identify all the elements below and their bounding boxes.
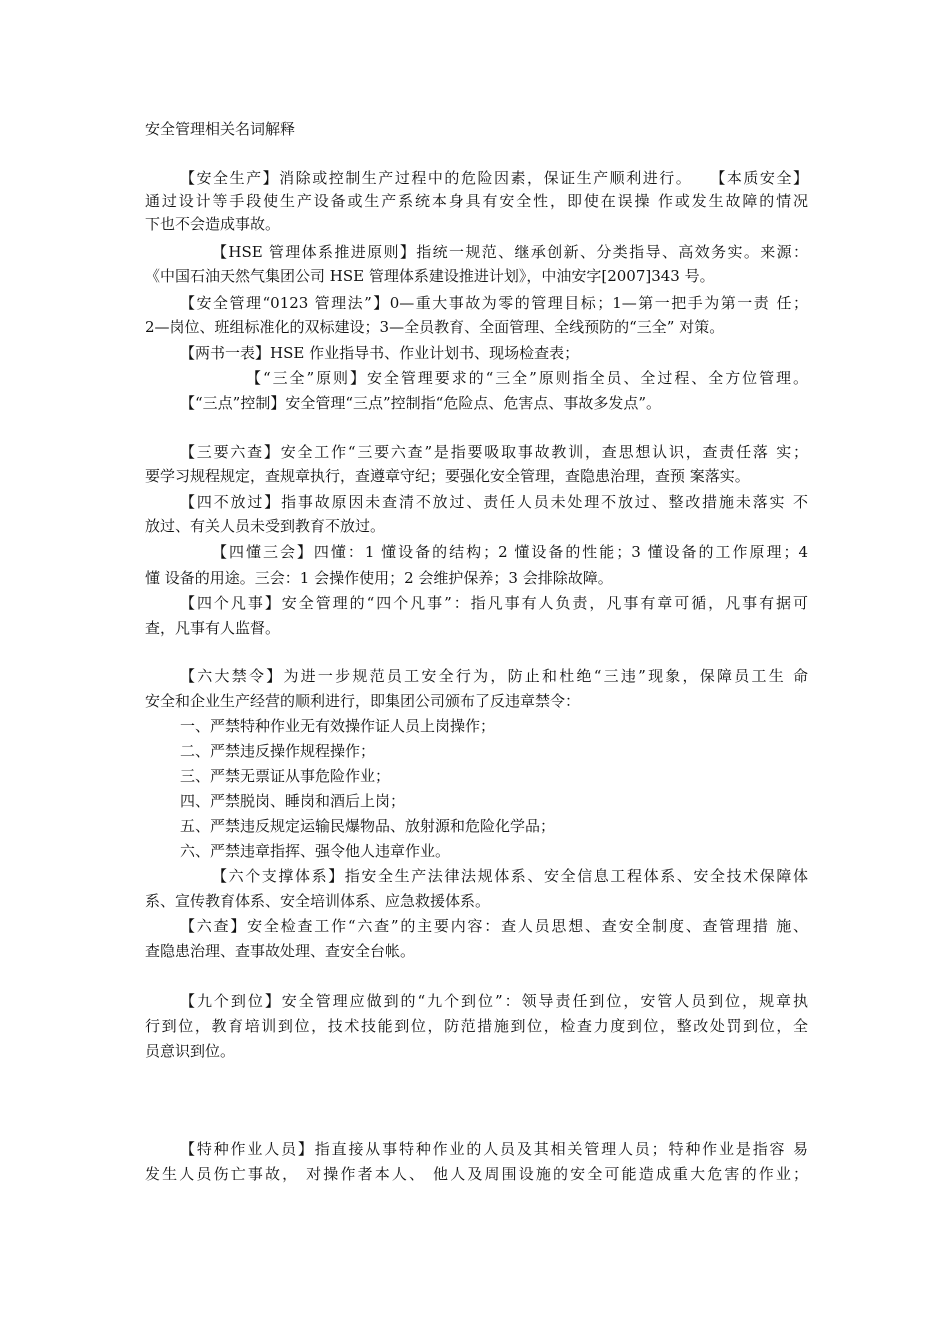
paragraph-line: 【“三全”原则】安全管理要求的“三全”原则指全员、全过程、全方位管理。 [246, 369, 808, 387]
list-item: 五、严禁违反规定运输民爆物品、放射源和危险化学品； [180, 817, 556, 835]
list-item: 二、严禁违反操作规程操作； [180, 742, 376, 760]
paragraph-line: 【“三点”控制】安全管理“三点”控制指“危险点、危害点、事故多发点”。 [180, 394, 662, 412]
paragraph-line: 行到位，教育培训到位，技术技能到位，防范措施到位，检查力度到位，整改处罚到位，全 [145, 1017, 808, 1035]
paragraph-line: 懂 设备的用途。三会：1 会操作使用；2 会维护保养；3 会排除故障。 [145, 569, 613, 587]
paragraph-line: 安全和企业生产经营的顺利进行，即集团公司颁布了反违章禁令： [145, 692, 581, 710]
paragraph-line: 要学习规程规定，查规章执行，查遵章守纪；要强化安全管理，查隐患治理，查预 案落实。 [145, 467, 750, 485]
paragraph-line: 《中国石油天然气集团公司 HSE 管理体系建设推进计划》，中油安字[2007]343 号。 [145, 267, 715, 285]
paragraph-line: 【安全管理“0123 管理法”】0—重大事故为零的管理目标；1—第一把手为第一责 任； [180, 294, 808, 312]
paragraph-line: 【HSE 管理体系推进原则】指统一规范、继承创新、分类指导、高效务实。来源： [212, 243, 808, 261]
paragraph-line: 放过、有关人员未受到教育不放过。 [145, 517, 386, 535]
paragraph-line: 【两书一表】HSE 作业指导书、作业计划书、现场检查表； [180, 344, 580, 362]
paragraph-line: 员意识到位。 [145, 1042, 236, 1060]
paragraph-line: 系、宣传教育体系、安全培训体系、应急救援体系。 [145, 892, 491, 910]
paragraph-line: 查隐患治理、查事故处理、查安全台帐。 [145, 942, 416, 960]
paragraph-line: 【四个凡事】安全管理的“四个凡事”：指凡事有人负责，凡事有章可循，凡事有据可 [180, 594, 808, 612]
paragraph-line: 【特种作业人员】指直接从事特种作业的人员及其相关管理人员；特种作业是指容 易 [180, 1140, 808, 1158]
paragraph-line: 【六大禁令】为进一步规范员工安全行为，防止和杜绝“三违”现象，保障员工生 命 [180, 667, 808, 685]
list-item: 六、严禁违章指挥、强令他人违章作业。 [180, 842, 451, 860]
list-item: 四、严禁脱岗、睡岗和酒后上岗； [180, 792, 406, 810]
list-item: 一、严禁特种作业无有效操作证人员上岗操作； [180, 717, 496, 735]
paragraph-line: 【四不放过】指事故原因未查清不放过、责任人员未处理不放过、整改措施未落实 不 [180, 493, 808, 511]
page-title: 安全管理相关名词解释 [145, 120, 296, 138]
paragraph-line: 2—岗位、班组标准化的双标建设；3—全员教育、全面管理、全线预防的“三全” 对策。 [145, 318, 725, 336]
paragraph-line: 下也不会造成事故。 [145, 215, 281, 233]
paragraph-line: 【六个支撑体系】指安全生产法律法规体系、安全信息工程体系、安全技术保障体 [212, 867, 808, 885]
paragraph-line: 通过设计等手段使生产设备或生产系统本身具有安全性，即使在误操 作或发生故障的情况 [145, 192, 808, 210]
paragraph-line: 【安全生产】消除或控制生产过程中的危险因素，保证生产顺利进行。 【本质安全】 [180, 169, 808, 187]
paragraph-line: 查，凡事有人监督。 [145, 619, 281, 637]
paragraph-line: 【三要六查】安全工作“三要六查”是指要吸取事故教训，查思想认识，查责任落 实； [180, 443, 808, 461]
paragraph-line: 【六查】安全检查工作“六查”的主要内容：查人员思想、查安全制度、查管理措 施、 [180, 917, 808, 935]
list-item: 三、严禁无票证从事危险作业； [180, 767, 391, 785]
paragraph-line: 【四懂三会】四懂：1 懂设备的结构；2 懂设备的性能；3 懂设备的工作原理；4 [212, 543, 808, 561]
paragraph-line: 发生人员伤亡事故， 对操作者本人、 他人及周围设施的安全可能造成重大危害的作业； [145, 1165, 808, 1183]
paragraph-line: 【九个到位】安全管理应做到的“九个到位”：领导责任到位，安管人员到位，规章执 [180, 992, 808, 1010]
